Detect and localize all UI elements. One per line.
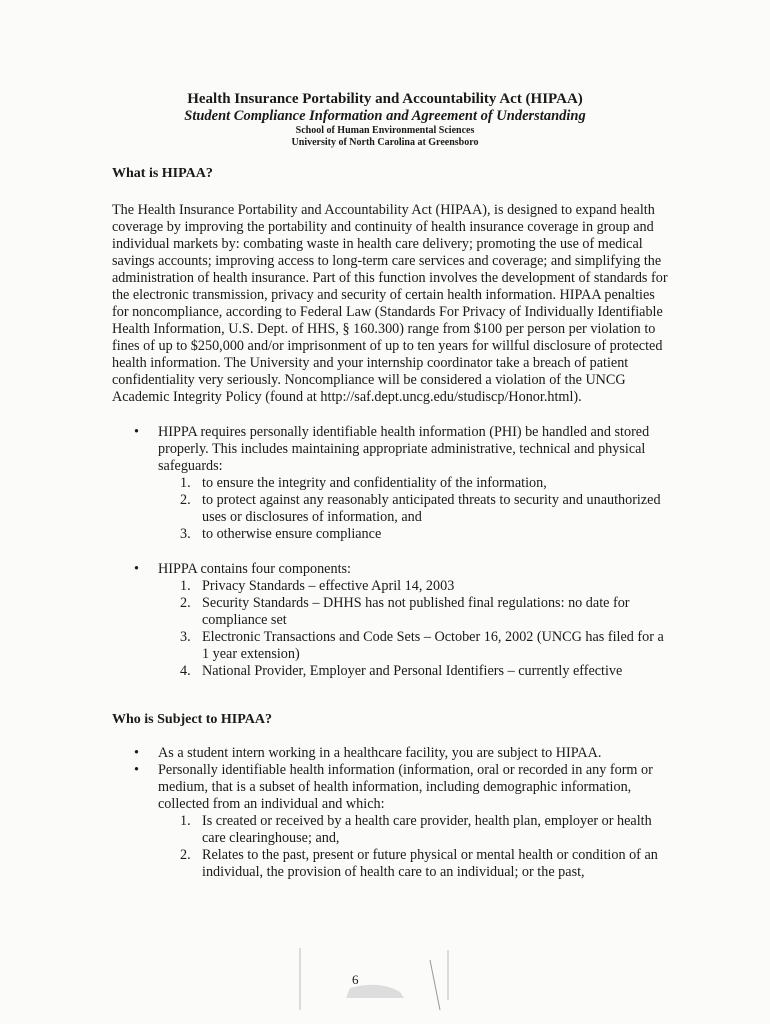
item-text: to protect against any reasonably anticipated threats to security and unauthorized uses or disclosures of information, and [202,492,661,525]
list-item [112,561,672,578]
item-text: Is created or received by a health care provider, health plan, employer or health care clearinghouse; and, [202,813,652,846]
bullet-text: HIPPA requires personally identifiable health information (PHI) be handled and stored properly. This includes maintaining appropriate administrative, technical and physical safeguards: [158,424,650,474]
item-text: Electronic Transactions and Code Sets – October 16, 2002 (UNCG has filed for a 1 year extension) [202,629,664,662]
numbered-list [112,578,672,680]
list-item [112,629,672,663]
item-number: 2. [180,492,191,508]
item-text: Relates to the past, present or future physical or mental health or condition of an individual, the provision of health care to an individual; or the past, [202,847,658,880]
list-item [112,847,672,881]
item-text: Security Standards – DHHS has not published final regulations: no date for compliance set [202,595,630,628]
item-text: to otherwise ensure compliance [202,526,382,542]
item-number: 2. [180,595,191,611]
university-name: University of North Carolina at Greensboro [291,137,479,148]
item-number: 3. [180,629,191,645]
intro-paragraph: The Health Insurance Portability and Accountability Act (HIPAA), is designed to expand health coverage by improving the portability and continuity of health insurance coverage in group and individual markets by: combating waste in health care delivery; promoting the use of medical savings accounts; improving access to long-term care services and coverage; and simplifying the administration of health insurance. Part of this function involves the development of standards for the electronic transmission, privacy and security of certain health information. HIPAA penalties for noncompliance, according to Federal Law (Standards For Privacy of Individually Identifiable Health Information, U.S. Dept. of HHS, § 160.300) range from $100 per person per violation to fines of up to $250,000 and/or imprisonment of up to ten years for willful disclosure of protected health information. The University and your internship coordinator take a breach of patient confidentiality very seriously. Noncompliance will be considered a violation of the UNCG Academic Integrity Policy (found at http://saf.dept.uncg.edu/studiscp/Honor.html). [112,202,668,405]
school-name: School of Human Environmental Sciences [295,125,475,136]
numbered-list [112,475,672,543]
list-item [112,475,672,492]
bullet-icon: • [134,762,139,778]
bullet-icon: • [134,424,139,440]
scan-artifact-icon [280,940,480,1020]
item-number: 1. [180,813,191,829]
list-item [112,595,672,629]
bullet-icon: • [134,561,139,577]
subject-bullet-block [112,745,672,881]
page-number: 6 [352,972,359,987]
numbered-list [112,813,672,881]
document-title: Health Insurance Portability and Accountability Act (HIPAA) [187,91,583,107]
item-number: 1. [180,475,191,491]
item-number: 2. [180,847,191,863]
components-bullet-block [112,561,672,680]
bullet-icon: • [134,745,139,761]
safeguards-bullet-block [112,424,672,543]
list-item [112,813,672,847]
document-header [0,90,770,149]
item-text: to ensure the integrity and confidentiality of the information, [202,475,547,491]
list-item [112,424,672,475]
bullet-text: As a student intern working in a healthcare facility, you are subject to HIPAA. [158,745,602,761]
section-heading-who-is-subject: Who is Subject to HIPAA? [112,712,272,727]
list-item [112,492,672,526]
item-text: National Provider, Employer and Personal Identifiers – currently effective [202,663,623,679]
bullet-text: Personally identifiable health information (information, oral or recorded in any form or medium, that is a subset of health information, including demographic information, collected from an individual and which: [158,762,653,812]
document-subtitle: Student Compliance Information and Agreement of Understanding [184,108,586,124]
section-heading-what-is-hipaa: What is HIPAA? [112,166,213,181]
item-number: 1. [180,578,191,594]
list-item [112,762,672,813]
list-item [112,578,672,595]
item-text: Privacy Standards – effective April 14, 2003 [202,578,455,594]
item-number: 4. [180,663,191,679]
list-item [112,526,672,543]
bullet-text: HIPPA contains four components: [158,561,351,577]
list-item [112,745,672,762]
list-item [112,663,672,680]
item-number: 3. [180,526,191,542]
